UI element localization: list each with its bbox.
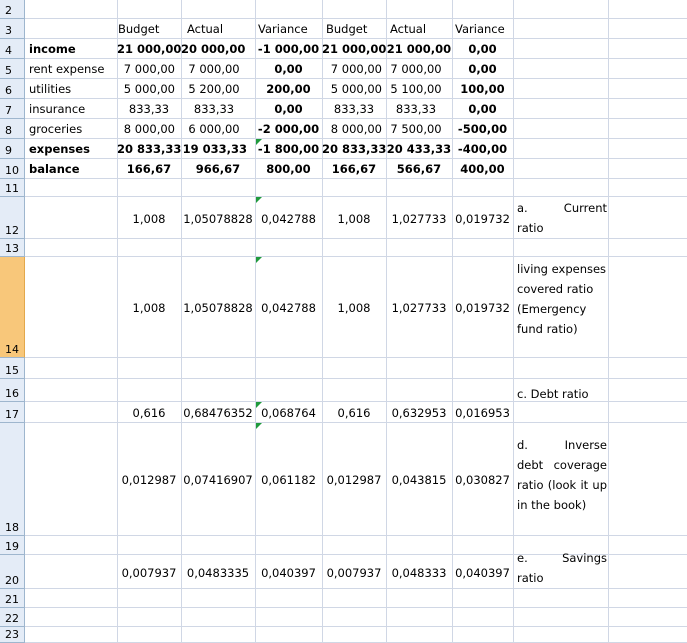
- ratio-cell[interactable]: 0,030827: [455, 473, 510, 487]
- cell[interactable]: -400,00: [457, 142, 508, 156]
- row-header-17[interactable]: 17: [0, 402, 25, 423]
- ratio-cell[interactable]: 0,007937: [326, 566, 382, 580]
- note-inverse-debt-coverage[interactable]: d. Inverse debt coverage ratio (look it up in the book): [517, 438, 611, 512]
- header-budget-2[interactable]: Budget: [326, 22, 368, 36]
- label-balance[interactable]: balance: [29, 162, 80, 176]
- note-savings-ratio[interactable]: e. Savings ratio: [517, 551, 611, 585]
- row-11: [25, 179, 687, 197]
- ratio-cell[interactable]: 0,019732: [455, 301, 510, 315]
- error-indicator-icon[interactable]: [256, 139, 262, 145]
- cell[interactable]: 7 000,00: [188, 62, 240, 76]
- ratio-cell[interactable]: 0,061182: [261, 473, 316, 487]
- error-indicator-icon[interactable]: [256, 423, 262, 429]
- cell[interactable]: -1 800,00: [257, 142, 320, 156]
- cell[interactable]: 20 433,33: [386, 142, 452, 156]
- row-header-4[interactable]: 4: [0, 39, 25, 59]
- row-header-8[interactable]: 8: [0, 119, 25, 139]
- row-header-6[interactable]: 6: [0, 79, 25, 99]
- row-22: [25, 608, 687, 627]
- row-header-3[interactable]: 3: [0, 19, 25, 39]
- note-current-ratio[interactable]: a. Current ratio: [517, 201, 611, 235]
- ratio-cell[interactable]: 0,616: [337, 406, 371, 420]
- cell[interactable]: 20 833,33: [117, 142, 182, 156]
- cell[interactable]: 166,67: [331, 162, 377, 176]
- cell[interactable]: 0,00: [468, 42, 497, 56]
- cell[interactable]: 6 000,00: [188, 122, 240, 136]
- row-header-2[interactable]: 2: [0, 0, 25, 19]
- row-21: [25, 589, 687, 608]
- label-income[interactable]: income: [29, 42, 76, 56]
- ratio-cell[interactable]: 0,632953: [391, 406, 447, 420]
- cell[interactable]: 833,33: [128, 102, 170, 116]
- row-23: [25, 627, 687, 643]
- ratio-cell[interactable]: 0,019732: [455, 212, 510, 226]
- ratio-cell[interactable]: 0,040397: [261, 566, 316, 580]
- header-budget-1[interactable]: Budget: [118, 22, 160, 36]
- error-indicator-icon[interactable]: [256, 257, 262, 263]
- header-variance-1[interactable]: Variance: [258, 22, 308, 36]
- cell[interactable]: 8 000,00: [123, 122, 175, 136]
- cell[interactable]: 21 000,00: [117, 42, 182, 56]
- row-header-11[interactable]: 11: [0, 179, 25, 197]
- cell[interactable]: 5 200,00: [188, 82, 240, 96]
- ratio-cell[interactable]: 1,05078828: [183, 212, 253, 226]
- ratio-cell[interactable]: 0,042788: [261, 212, 316, 226]
- cell[interactable]: 400,00: [460, 162, 505, 176]
- cell[interactable]: 7 000,00: [390, 62, 442, 76]
- cell[interactable]: 0,00: [468, 62, 497, 76]
- ratio-cell[interactable]: 1,008: [132, 212, 166, 226]
- row-2: [25, 0, 687, 19]
- ratio-cell[interactable]: 1,008: [337, 212, 371, 226]
- cell[interactable]: 21 000,00: [386, 42, 452, 56]
- row-header-5[interactable]: 5: [0, 59, 25, 79]
- ratio-cell[interactable]: 0,043815: [391, 473, 447, 487]
- cell[interactable]: 20 000,00: [181, 42, 246, 56]
- ratio-cell[interactable]: 0,616: [132, 406, 166, 420]
- cell[interactable]: 19 033,33: [182, 142, 247, 156]
- note-debt-ratio[interactable]: c. Debt ratio: [517, 387, 589, 401]
- cell[interactable]: 966,67: [195, 162, 241, 176]
- note-emergency-fund-ratio[interactable]: living expenses covered ratio (Emergency fund ratio): [517, 262, 607, 336]
- row-header-7[interactable]: 7: [0, 99, 25, 119]
- header-actual-1[interactable]: Actual: [187, 22, 224, 36]
- row-header-19[interactable]: 19: [0, 536, 25, 555]
- label-rent-expense[interactable]: rent expense: [29, 62, 105, 76]
- ratio-cell[interactable]: 0,068764: [261, 406, 316, 420]
- cell[interactable]: 0,00: [274, 102, 303, 116]
- cell[interactable]: 833,33: [395, 102, 437, 116]
- ratio-cell[interactable]: 0,040397: [455, 566, 510, 580]
- row-header-14[interactable]: 14: [0, 257, 25, 358]
- cell[interactable]: 5 100,00: [390, 82, 442, 96]
- ratio-cell[interactable]: 0,048333: [391, 566, 447, 580]
- cell[interactable]: 7 000,00: [123, 62, 175, 76]
- cell[interactable]: 5 000,00: [123, 82, 175, 96]
- ratio-cell[interactable]: 0,042788: [261, 301, 316, 315]
- ratio-cell[interactable]: 1,008: [337, 301, 371, 315]
- ratio-cell[interactable]: 0,016953: [455, 406, 510, 420]
- ratio-cell[interactable]: 1,008: [132, 301, 166, 315]
- cell[interactable]: 20 833,33: [322, 142, 387, 156]
- ratio-cell[interactable]: 0,012987: [326, 473, 382, 487]
- cell[interactable]: -1 000,00: [257, 42, 320, 56]
- cell[interactable]: 100,00: [460, 82, 505, 96]
- cell[interactable]: -500,00: [457, 122, 508, 136]
- row-header-20[interactable]: 20: [0, 555, 25, 589]
- row-header-23[interactable]: 23: [0, 627, 25, 643]
- cell[interactable]: 8 000,00: [330, 122, 382, 136]
- cell[interactable]: 833,33: [193, 102, 235, 116]
- cell[interactable]: 7 500,00: [390, 122, 442, 136]
- cell[interactable]: -2 000,00: [257, 122, 320, 136]
- ratio-cell[interactable]: 1,027733: [391, 212, 447, 226]
- cell[interactable]: 566,67: [396, 162, 442, 176]
- cell[interactable]: 200,00: [266, 82, 311, 96]
- label-insurance[interactable]: insurance: [29, 102, 86, 116]
- label-utilities[interactable]: utilities: [29, 82, 72, 96]
- row-header-22[interactable]: 22: [0, 608, 25, 627]
- row-header-12[interactable]: 12: [0, 197, 25, 239]
- row-header-21[interactable]: 21: [0, 589, 25, 608]
- row-header-9[interactable]: 9: [0, 139, 25, 159]
- cell[interactable]: 5 000,00: [330, 82, 382, 96]
- cell[interactable]: 0,00: [468, 102, 497, 116]
- cell[interactable]: 166,67: [126, 162, 172, 176]
- cell[interactable]: 800,00: [266, 162, 311, 176]
- ratio-cell[interactable]: 0,007937: [121, 566, 177, 580]
- cell[interactable]: 21 000,00: [322, 42, 387, 56]
- row-header-13[interactable]: 13: [0, 239, 25, 257]
- row-header-10[interactable]: 10: [0, 159, 25, 179]
- row-15: [25, 358, 687, 379]
- row-header-16[interactable]: 16: [0, 379, 25, 402]
- label-groceries[interactable]: groceries: [29, 122, 83, 136]
- cell[interactable]: 833,33: [333, 102, 375, 116]
- header-variance-2[interactable]: Variance: [455, 22, 505, 36]
- cell[interactable]: 0,00: [274, 62, 303, 76]
- error-indicator-icon[interactable]: [256, 197, 262, 203]
- ratio-cell[interactable]: 0,07416907: [183, 473, 253, 487]
- header-actual-2[interactable]: Actual: [390, 22, 427, 36]
- label-expenses[interactable]: expenses: [29, 142, 90, 156]
- row-header-18[interactable]: 18: [0, 423, 25, 536]
- ratio-cell[interactable]: 0,68476352: [183, 406, 253, 420]
- row-13: [25, 239, 687, 257]
- ratio-cell[interactable]: 0,012987: [121, 473, 177, 487]
- ratio-cell[interactable]: 1,05078828: [183, 301, 253, 315]
- row-header-15[interactable]: 15: [0, 358, 25, 379]
- ratio-cell[interactable]: 1,027733: [391, 301, 447, 315]
- ratio-cell[interactable]: 0,0483335: [186, 566, 250, 580]
- cell[interactable]: 7 000,00: [330, 62, 382, 76]
